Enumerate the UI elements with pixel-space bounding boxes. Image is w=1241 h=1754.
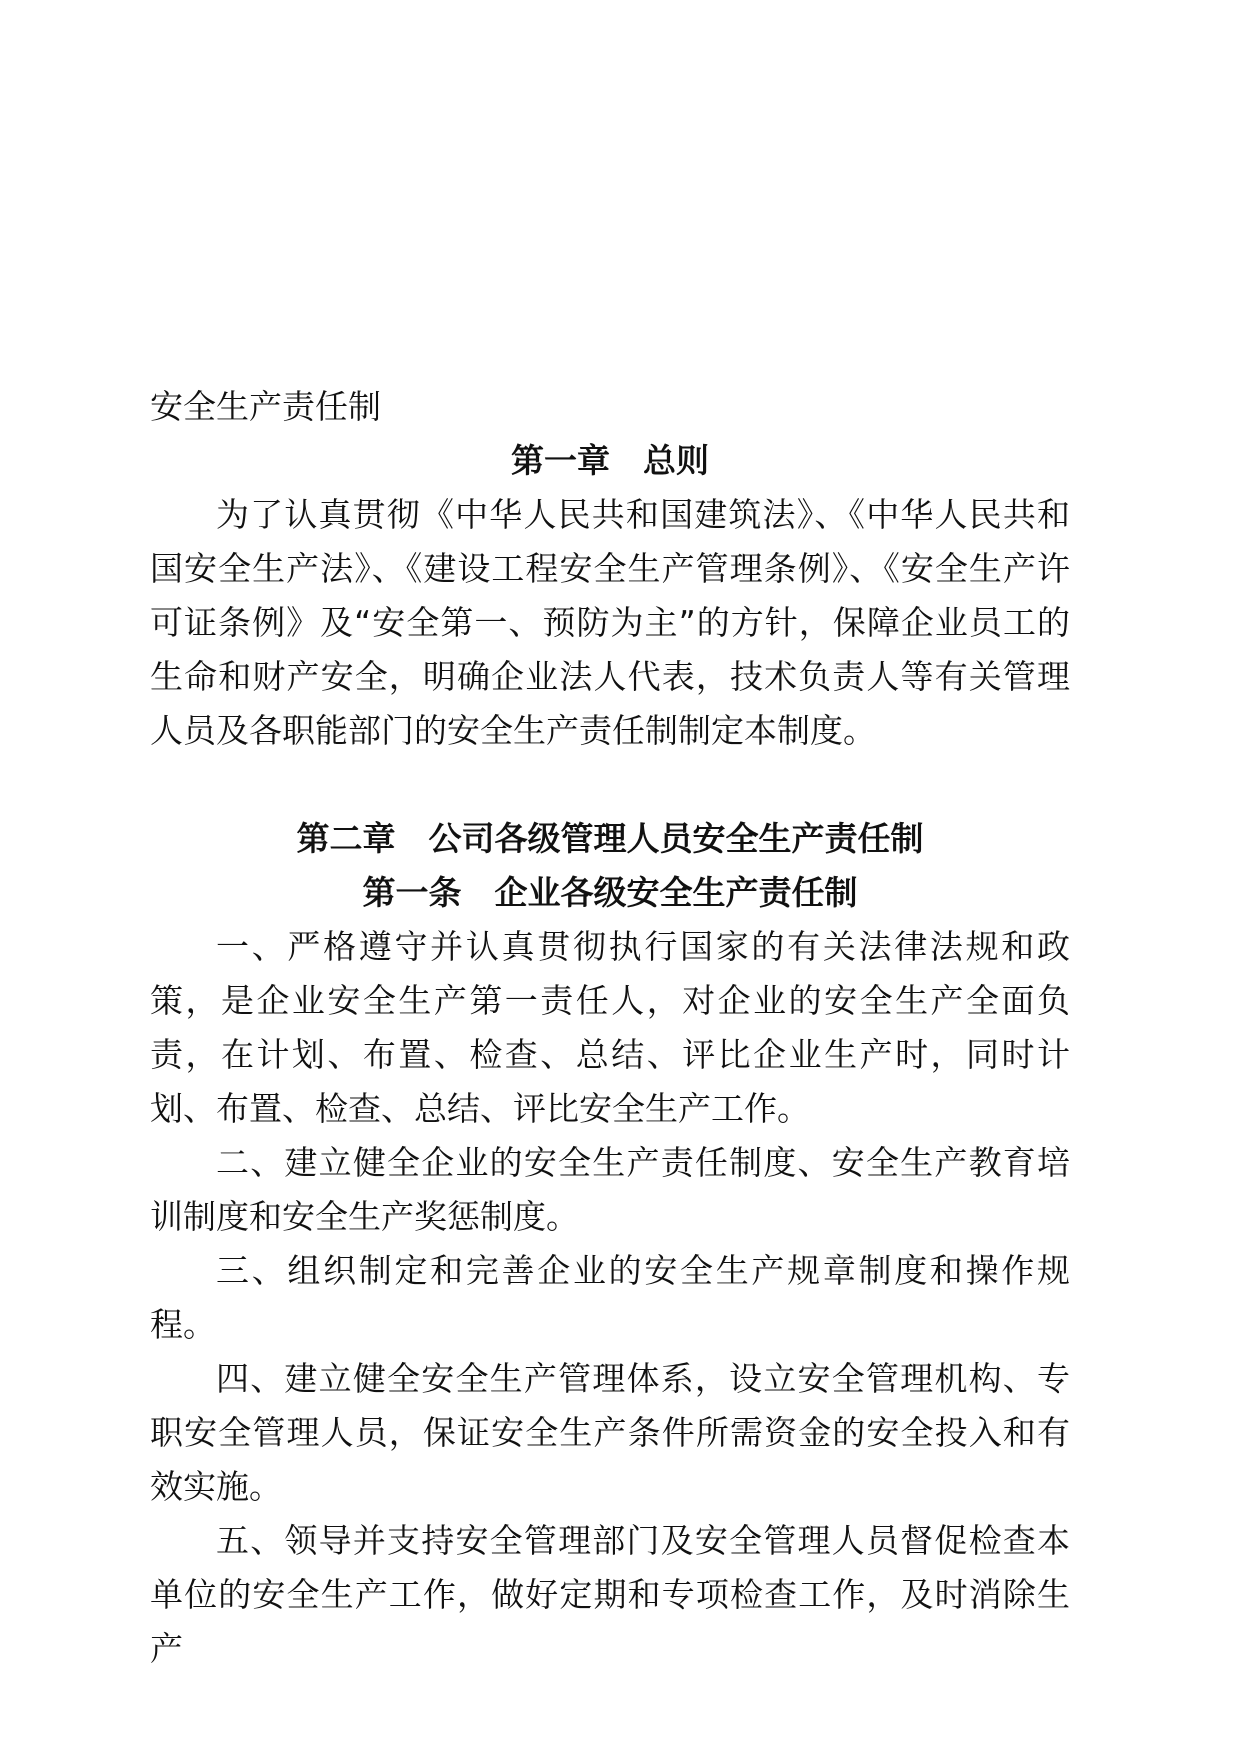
article-1-item-5: 五、领导并支持安全管理部门及安全管理人员督促检查本单位的安全生产工作，做好定期和专项检查工作，及时消除生产 (150, 1521, 1070, 1668)
document-body (150, 380, 1070, 1676)
chapter-1-paragraph: 为了认真贯彻《中华人民共和国建筑法》、《中华人民共和国安全生产法》、《建设工程安全生产管理条例》、《安全生产许可证条例》及“安全第一、预防为主”的方针，保障企业员工的生命和财产安全，明确企业法人代表，技术负责人等有关管理人员及各职能部门的安全生产责任制制定本制度。 (150, 495, 1070, 750)
chapter-2-heading: 第二章 公司各级管理人员安全生产责任制 (296, 819, 924, 858)
article-1-item-1: 一、严格遵守并认真贯彻执行国家的有关法律法规和政策，是企业安全生产第一责任人，对企业的安全生产全面负责，在计划、布置、检查、总结、评比企业生产时，同时计划、布置、检查、总结、评比安全生产工作。 (150, 927, 1070, 1128)
article-1-heading: 第一条 企业各级安全生产责任制 (362, 873, 858, 912)
document-title: 安全生产责任制 (150, 387, 381, 426)
chapter-1-heading: 第一章 总则 (511, 441, 709, 480)
article-1-item-3: 三、组织制定和完善企业的安全生产规章制度和操作规程。 (150, 1251, 1070, 1344)
section-spacer (150, 758, 1070, 812)
article-1-item-4: 四、建立健全安全生产管理体系，设立安全管理机构、专职安全管理人员，保证安全生产条件所需资金的安全投入和有效实施。 (150, 1359, 1070, 1506)
article-1-item-2: 二、建立健全企业的安全生产责任制度、安全生产教育培训制度和安全生产奖惩制度。 (150, 1143, 1070, 1236)
